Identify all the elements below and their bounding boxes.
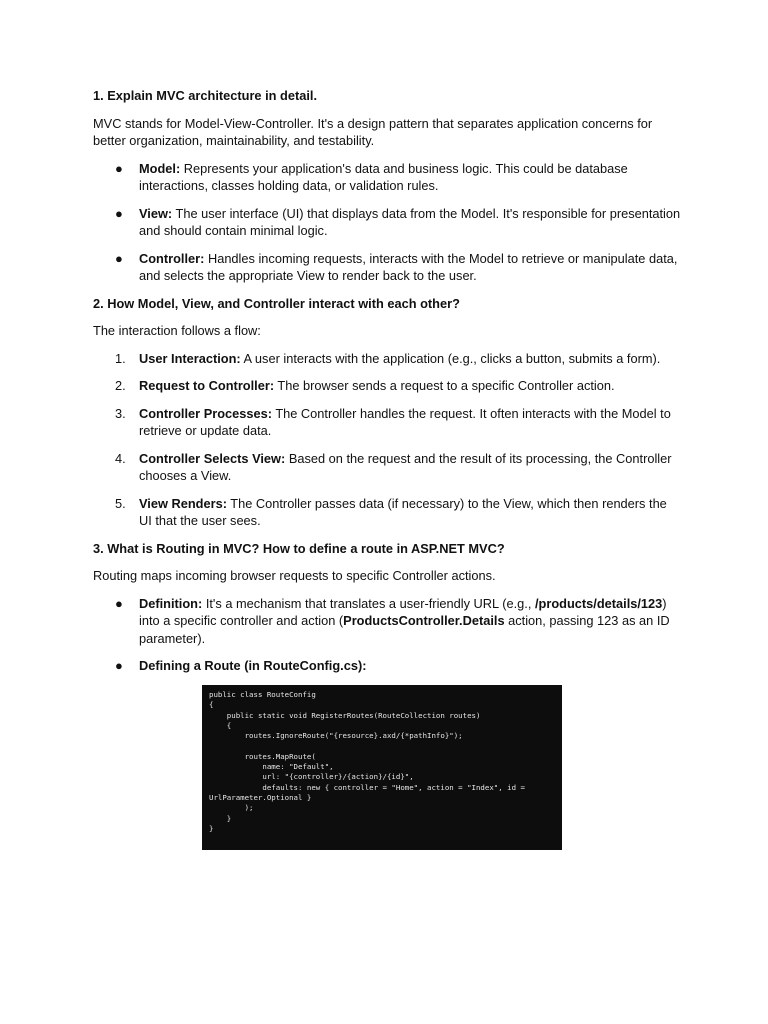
- code-line: }: [209, 813, 232, 823]
- step-number: 5.: [115, 495, 126, 511]
- interaction-steps-list: [93, 350, 683, 530]
- list-item: [93, 495, 683, 530]
- section-3-heading: 3. What is Routing in MVC? How to define a route in ASP.NET MVC?: [93, 540, 505, 556]
- example-action: ProductsController.Details: [343, 613, 505, 628]
- bullet-icon: ●: [115, 250, 123, 266]
- step-number: 1.: [115, 350, 126, 366]
- list-item: [93, 250, 683, 285]
- item-term: Controller:: [139, 250, 205, 266]
- item-term: Request to Controller:: [139, 378, 275, 393]
- item-text: The Controller handles the request. It often interacts with the Model to retrieve or update data.: [139, 405, 671, 438]
- code-line: url: "{controller}/{action}/{id}",: [209, 772, 414, 782]
- list-item: [93, 205, 683, 240]
- section-2-heading: 2. How Model, View, and Controller interact with each other?: [93, 295, 460, 311]
- code-line: );: [209, 803, 254, 813]
- list-item: [93, 450, 683, 485]
- mvc-components-list: [93, 160, 683, 285]
- item-text: Handles incoming requests, interacts with the Model to retrieve or manipulate data, and selects the appropriate View to render back to the user.: [139, 250, 678, 283]
- item-text: Represents your application's data and business logic. This could be database interactions, classes holding data, or validation rules.: [139, 160, 628, 193]
- code-line: public static void RegisterRoutes(RouteCollection routes): [209, 710, 481, 720]
- bullet-icon: ●: [115, 160, 123, 176]
- code-line: }: [209, 823, 214, 833]
- code-line: routes.IgnoreRoute("{resource}.axd/{*pathInfo}");: [209, 731, 463, 741]
- item-text: The user interface (UI) that displays data from the Model. It's responsible for presentation and should contain minimal logic.: [139, 205, 681, 238]
- item-term: Model:: [139, 160, 181, 176]
- item-text: ) into a specific controller and action (: [139, 595, 667, 628]
- bullet-icon: ●: [115, 595, 123, 611]
- bullet-icon: ●: [115, 658, 123, 673]
- item-term: Defining a Route (in RouteConfig.cs):: [139, 658, 367, 673]
- item-term: View Renders:: [139, 495, 227, 511]
- section-2-intro: The interaction follows a flow:: [93, 323, 261, 338]
- code-line: {: [209, 720, 232, 730]
- section-3-intro: Routing maps incoming browser requests to specific Controller actions.: [93, 568, 496, 583]
- code-line: {: [209, 700, 214, 710]
- item-term: Controller Selects View:: [139, 450, 286, 466]
- code-line: public class RouteConfig: [209, 690, 316, 699]
- item-text: The Controller passes data (if necessary) to the View, which then renders the UI that the user sees.: [139, 495, 667, 528]
- code-line: routes.MapRoute(: [209, 751, 316, 761]
- step-number: 2.: [115, 378, 126, 393]
- code-line: [209, 741, 555, 751]
- list-item: [93, 350, 683, 368]
- code-line: UrlParameter.Optional }: [209, 792, 312, 802]
- list-item: [93, 405, 683, 440]
- item-text: The browser sends a request to a specific Controller action.: [274, 378, 615, 393]
- example-url: /products/details/123: [534, 595, 663, 611]
- item-term: User Interaction:: [139, 350, 241, 366]
- step-number: 3.: [115, 405, 126, 421]
- step-number: 4.: [115, 450, 126, 466]
- document-body: [93, 80, 683, 685]
- list-item: [93, 160, 683, 195]
- list-item: [93, 657, 683, 675]
- item-term: Controller Processes:: [139, 405, 272, 421]
- list-item: [93, 377, 683, 395]
- item-text: A user interacts with the application (e.g., clicks a button, submits a form).: [240, 350, 661, 366]
- item-text: Based on the request and the result of its processing, the Controller chooses a View.: [139, 450, 672, 483]
- item-term: View:: [139, 205, 173, 221]
- section-1-intro: MVC stands for Model-View-Controller. It's a design pattern that separates application concerns for better organization, maintainability, and testability.: [93, 115, 653, 148]
- code-screenshot: [202, 685, 562, 850]
- item-term: Definition:: [139, 595, 203, 611]
- routing-list: [93, 595, 683, 675]
- code-line: name: "Default",: [209, 762, 334, 772]
- bullet-icon: ●: [115, 205, 123, 221]
- item-text: It's a mechanism that translates a user-friendly URL (e.g.,: [202, 595, 535, 611]
- section-1-heading: 1. Explain MVC architecture in detail.: [93, 88, 318, 103]
- code-line: defaults: new { controller = "Home", action = "Index", id =: [209, 782, 525, 792]
- item-text: action, passing 123 as an ID parameter).: [139, 613, 670, 646]
- list-item: [93, 595, 683, 648]
